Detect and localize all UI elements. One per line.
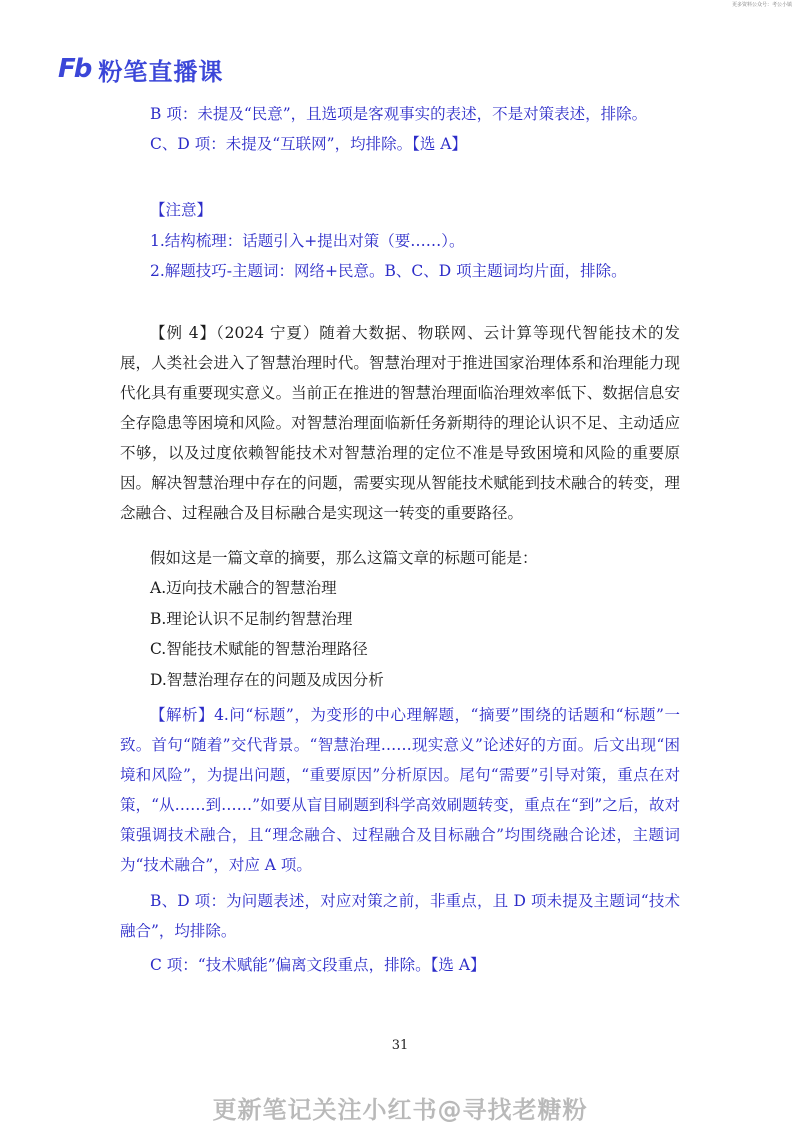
brand-logo	[58, 54, 224, 86]
analysis-main: 【解析】4.问“标题”，为变形的中心理解题，“摘要”围绕的话题和“标题”一致。首句“随着”交代背景。“智慧治理……现实意义”论述好的方面。后文出现“困境和风险”，为提出问题，“重要原因”分析原因。尾句“需要”引导对策，重点在对策，“从……到……”如要从盲目刷题到科学高效刷题转变，重点在“到”之后，故对策强调技术融合，且“理念融合、过程融合及目标融合”均围绕融合论述，主题词为“技术融合”，对应 A 项。	[120, 706, 680, 874]
example-4-passage: 【例 4】（2024 宁夏）随着大数据、物联网、云计算等现代智能技术的发展，人类社会进入了智慧治理时代。智慧治理对于推进国家治理体系和治理能力现代化具有重要现实意义。当前正在推进的智慧治理面临治理效率低下、数据信息安全存隐患等困境和风险。对智慧治理面临新任务新期待的理论认识不足、主动适应不够，以及过度依赖智能技术对智慧治理的定位不准是导致困境和风险的重要原因。解决智慧治理中存在的问题，需要实现从智能技术赋能到技术融合的转变，理念融合、过程融合及目标融合是实现这一转变的重要路径。	[120, 324, 680, 522]
logo-text: 粉笔直播课	[98, 57, 224, 86]
option-a: A.迈向技术融合的智慧治理	[150, 579, 337, 597]
logo-mark: Fb	[58, 54, 91, 84]
question-stem: 假如这是一篇文章的摘要，那么这篇文章的标题可能是：	[150, 549, 538, 567]
note-title: 【注意】	[150, 201, 213, 219]
page-number: 31	[391, 1038, 409, 1053]
analysis-c: C 项：“技术赋能”偏离文段重点，排除。【选 A】	[150, 956, 486, 974]
top-right-note: 更多资料公众号：考公小镇	[731, 2, 792, 8]
footer-banner: 更新笔记关注小红书@寻找老糖粉	[212, 1096, 588, 1124]
prev-answer-b: B 项：未提及“民意”，且选项是客观事实的表述，不是对策表述，排除。	[150, 105, 648, 123]
option-b: B.理论认识不足制约智慧治理	[150, 610, 353, 628]
prev-answer-cd: C、D 项：未提及“互联网”，均排除。【选 A】	[150, 135, 467, 153]
note-item-2: 2.解题技巧-主题词：网络+民意。B、C、D 项主题词均片面，排除。	[150, 262, 627, 280]
option-c: C.智能技术赋能的智慧治理路径	[150, 640, 368, 658]
analysis-bd: B、D 项：为问题表述，对应对策之前，非重点，且 D 项未提及主题词“技术融合”，均排除。	[120, 892, 680, 940]
option-d: D.智慧治理存在的问题及成因分析	[150, 671, 384, 689]
note-item-1: 1.结构梳理：话题引入+提出对策（要……）。	[150, 232, 465, 250]
